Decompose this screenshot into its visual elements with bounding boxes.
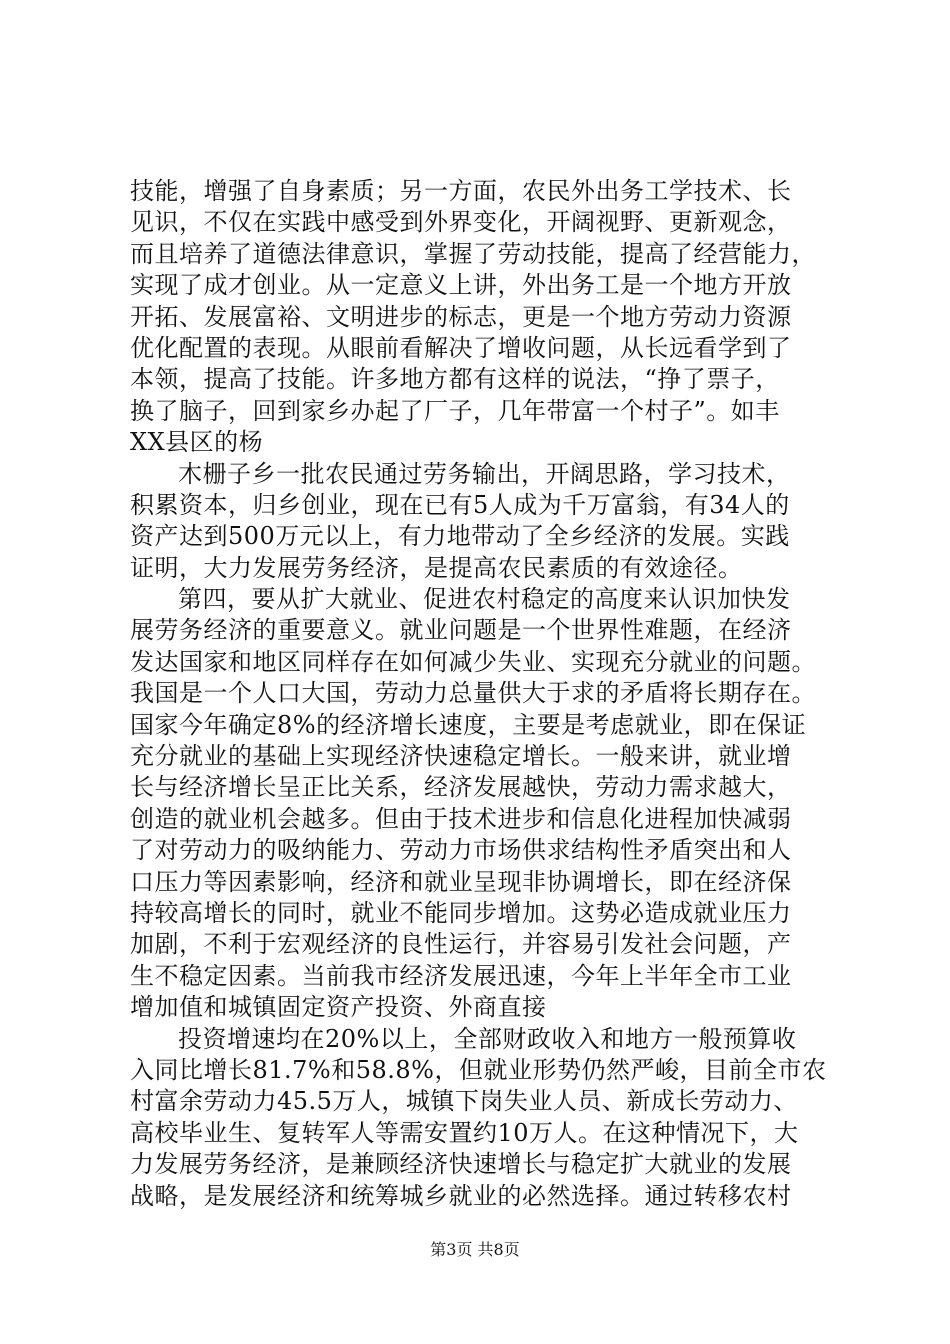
text-line: 战略，是发展经济和统筹城乡就业的必然选择。通过转移农村 xyxy=(130,1181,792,1210)
text-line: 优化配置的表现。从眼前看解决了增收问题，从长远看学到了 xyxy=(130,333,792,362)
text-line: 技能，增强了自身素质；另一方面，农民外出务工学技术、长 xyxy=(130,177,792,205)
text-line: 发达国家和地区同样存在如何减少失业、实现充分就业的问题。 xyxy=(130,647,816,676)
text-line: 投资增速均在20%以上，全部财政收入和地方一般预算收 xyxy=(178,1024,797,1053)
text-line: 村富余劳动力45.5万人，城镇下岗失业人员、新成长劳动力、 xyxy=(130,1087,798,1116)
text-line: 高校毕业生、复转军人等需安置约10万人。在这种情况下，大 xyxy=(130,1118,799,1147)
text-line: 入同比增长81.7%和58.8%，但就业形势仍然严峻，目前全市农 xyxy=(130,1055,827,1084)
text-line: 证明，大力发展劳务经济，是提高农民素质的有效途径。 xyxy=(130,553,743,582)
text-line: 长与经济增长呈正比关系，经济发展越快，劳动力需求越大， xyxy=(130,773,792,802)
text-line: 开拓、发展富裕、文明进步的标志，更是一个地方劳动力资源 xyxy=(130,302,792,331)
page-footer: 第3页 共8页 xyxy=(430,1240,520,1259)
text-line: 实现了成才创业。从一定意义上讲，外出务工是一个地方开放 xyxy=(130,271,792,300)
text-line: 展劳务经济的重要意义。就业问题是一个世界性难题，在经济 xyxy=(130,616,792,645)
text-line: 持较高增长的同时，就业不能同步增加。这势必造成就业压力 xyxy=(130,898,792,927)
text-line: 国家今年确定8%的经济增长速度，主要是考虑就业，即在保证 xyxy=(130,710,807,739)
text-line: XX县区的杨 xyxy=(130,428,264,457)
text-line: 第四，要从扩大就业、促进农村稳定的高度来认识加快发 xyxy=(178,585,791,614)
text-line: 本领，提高了技能。许多地方都有这样的说法，“挣了票子， xyxy=(130,365,780,394)
text-line: 见识，不仅在实践中感受到外界变化，开阔视野、更新观念， xyxy=(130,208,792,237)
document-body xyxy=(130,176,836,1212)
text-line: 加剧，不利于宏观经济的良性运行，并容易引发社会问题，产 xyxy=(130,930,792,959)
text-line: 而且培养了道德法律意识，掌握了劳动技能，提高了经营能力， xyxy=(130,239,816,268)
text-line: 充分就业的基础上实现经济快速稳定增长。一般来讲，就业增 xyxy=(130,742,792,771)
text-line: 口压力等因素影响，经济和就业呈现非协调增长，即在经济保 xyxy=(130,867,792,896)
text-line: 积累资本，归乡创业，现在已有5人成为千万富翁，有34人的 xyxy=(130,490,790,519)
text-line: 我国是一个人口大国，劳动力总量供大于求的矛盾将长期存在。 xyxy=(130,679,816,708)
text-line: 了对劳动力的吸纳能力、劳动力市场供求结构性矛盾突出和人 xyxy=(130,836,792,865)
text-line: 生不稳定因素。当前我市经济发展迅速，今年上半年全市工业 xyxy=(130,961,792,990)
text-line: 增加值和城镇固定资产投资、外商直接 xyxy=(130,993,547,1022)
text-line: 换了脑子，回到家乡办起了厂子，几年带富一个村子”。如丰 xyxy=(130,396,780,425)
text-line: 力发展劳务经济，是兼顾经济快速增长与稳定扩大就业的发展 xyxy=(130,1150,792,1179)
text-line: 木栅子乡一批农民通过劳务输出，开阔思路，学习技术， xyxy=(178,459,791,488)
text-line: 创造的就业机会越多。但由于技术进步和信息化进程加快减弱 xyxy=(130,804,792,833)
text-line: 资产达到500万元以上，有力地带动了全乡经济的发展。实践 xyxy=(130,522,790,551)
